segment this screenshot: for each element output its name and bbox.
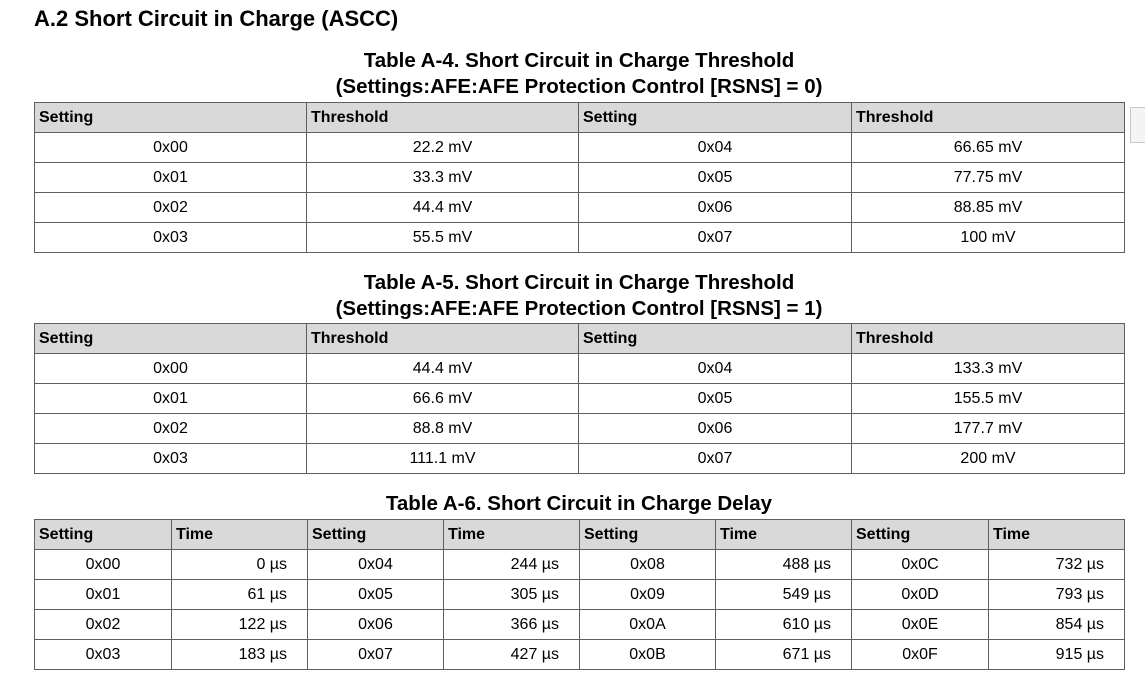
- setting-cell: 0x02: [35, 610, 172, 640]
- column-header: Time: [716, 520, 852, 550]
- time-cell: 305 µs: [444, 580, 580, 610]
- setting-cell: 0x04: [579, 354, 852, 384]
- threshold-cell: 44.4 mV: [307, 193, 579, 223]
- table-a6-caption-line: Table A-6. Short Circuit in Charge Delay: [385, 492, 773, 515]
- table-row: [35, 354, 1125, 384]
- time-cell: 610 µs: [716, 610, 852, 640]
- setting-cell: 0x0F: [852, 640, 989, 670]
- time-cell: 854 µs: [989, 610, 1125, 640]
- time-cell: 183 µs: [172, 640, 308, 670]
- table-row: [35, 640, 1125, 670]
- threshold-cell: 33.3 mV: [307, 163, 579, 193]
- time-cell: 671 µs: [716, 640, 852, 670]
- table-header-row: [35, 324, 1125, 354]
- time-cell: 61 µs: [172, 580, 308, 610]
- column-header: Setting: [579, 324, 852, 354]
- time-cell: 0 µs: [172, 550, 308, 580]
- column-header: Threshold: [852, 103, 1125, 133]
- threshold-cell: 200 mV: [852, 444, 1125, 474]
- setting-cell: 0x0E: [852, 610, 989, 640]
- time-cell: 122 µs: [172, 610, 308, 640]
- threshold-cell: 155.5 mV: [852, 384, 1125, 414]
- threshold-cell: 100 mV: [852, 223, 1125, 253]
- table-row: [35, 414, 1125, 444]
- column-header: Setting: [35, 520, 172, 550]
- threshold-cell: 77.75 mV: [852, 163, 1125, 193]
- setting-cell: 0x03: [35, 444, 307, 474]
- time-cell: 244 µs: [444, 550, 580, 580]
- table-row: [35, 193, 1125, 223]
- setting-cell: 0x07: [579, 223, 852, 253]
- column-header: Setting: [580, 520, 716, 550]
- threshold-cell: 133.3 mV: [852, 354, 1125, 384]
- table-header-row: [35, 520, 1125, 550]
- setting-cell: 0x04: [579, 133, 852, 163]
- setting-cell: 0x01: [35, 384, 307, 414]
- threshold-cell: 88.8 mV: [307, 414, 579, 444]
- column-header: Setting: [35, 103, 307, 133]
- setting-cell: 0x08: [580, 550, 716, 580]
- table-a6-caption: [34, 491, 1124, 517]
- setting-cell: 0x02: [35, 193, 307, 223]
- setting-cell: 0x0A: [580, 610, 716, 640]
- time-cell: 427 µs: [444, 640, 580, 670]
- setting-cell: 0x04: [308, 550, 444, 580]
- threshold-cell: 177.7 mV: [852, 414, 1125, 444]
- table-row: [35, 384, 1125, 414]
- table-a4-caption-line2: (Settings:AFE:AFE Protection Control [RSNS] = 0): [335, 75, 823, 98]
- column-header: Time: [989, 520, 1125, 550]
- table-row: [35, 580, 1125, 610]
- threshold-cell: 66.6 mV: [307, 384, 579, 414]
- column-header: Time: [444, 520, 580, 550]
- setting-cell: 0x02: [35, 414, 307, 444]
- column-header: Time: [172, 520, 308, 550]
- threshold-cell: 88.85 mV: [852, 193, 1125, 223]
- time-cell: 793 µs: [989, 580, 1125, 610]
- column-header: Threshold: [307, 324, 579, 354]
- column-header: Setting: [579, 103, 852, 133]
- column-header: Setting: [852, 520, 989, 550]
- section-heading: A.2 Short Circuit in Charge (ASCC): [34, 6, 399, 31]
- table-row: [35, 163, 1125, 193]
- setting-cell: 0x0C: [852, 550, 989, 580]
- column-header: Threshold: [852, 324, 1125, 354]
- threshold-cell: 55.5 mV: [307, 223, 579, 253]
- setting-cell: 0x03: [35, 640, 172, 670]
- threshold-cell: 111.1 mV: [307, 444, 579, 474]
- time-cell: 732 µs: [989, 550, 1125, 580]
- time-cell: 488 µs: [716, 550, 852, 580]
- threshold-cell: 22.2 mV: [307, 133, 579, 163]
- table-row: [35, 550, 1125, 580]
- setting-cell: 0x07: [579, 444, 852, 474]
- setting-cell: 0x05: [308, 580, 444, 610]
- setting-cell: 0x00: [35, 354, 307, 384]
- setting-cell: 0x0B: [580, 640, 716, 670]
- table-row: [35, 133, 1125, 163]
- setting-cell: 0x06: [579, 414, 852, 444]
- table-a4-caption-line1: Table A-4. Short Circuit in Charge Threshold: [363, 49, 795, 72]
- column-header: Threshold: [307, 103, 579, 133]
- page-edge-marker: [1130, 107, 1145, 143]
- setting-cell: 0x03: [35, 223, 307, 253]
- table-row: [35, 444, 1125, 474]
- setting-cell: 0x01: [35, 163, 307, 193]
- table-row: [35, 223, 1125, 253]
- setting-cell: 0x07: [308, 640, 444, 670]
- table-a5: [34, 323, 1125, 474]
- time-cell: 366 µs: [444, 610, 580, 640]
- table-header-row: [35, 103, 1125, 133]
- setting-cell: 0x05: [579, 384, 852, 414]
- setting-cell: 0x06: [579, 193, 852, 223]
- table-a4-caption: [34, 48, 1124, 100]
- setting-cell: 0x06: [308, 610, 444, 640]
- column-header: Setting: [35, 324, 307, 354]
- setting-cell: 0x00: [35, 133, 307, 163]
- setting-cell: 0x0D: [852, 580, 989, 610]
- setting-cell: 0x05: [579, 163, 852, 193]
- table-a5-caption-line2: (Settings:AFE:AFE Protection Control [RSNS] = 1): [335, 297, 823, 320]
- column-header: Setting: [308, 520, 444, 550]
- threshold-cell: 44.4 mV: [307, 354, 579, 384]
- time-cell: 915 µs: [989, 640, 1125, 670]
- setting-cell: 0x00: [35, 550, 172, 580]
- table-a4: [34, 102, 1125, 253]
- table-row: [35, 610, 1125, 640]
- time-cell: 549 µs: [716, 580, 852, 610]
- table-a5-caption: [34, 270, 1124, 322]
- threshold-cell: 66.65 mV: [852, 133, 1125, 163]
- table-a5-caption-line1: Table A-5. Short Circuit in Charge Threshold: [363, 271, 795, 294]
- setting-cell: 0x09: [580, 580, 716, 610]
- table-a6: [34, 519, 1125, 670]
- setting-cell: 0x01: [35, 580, 172, 610]
